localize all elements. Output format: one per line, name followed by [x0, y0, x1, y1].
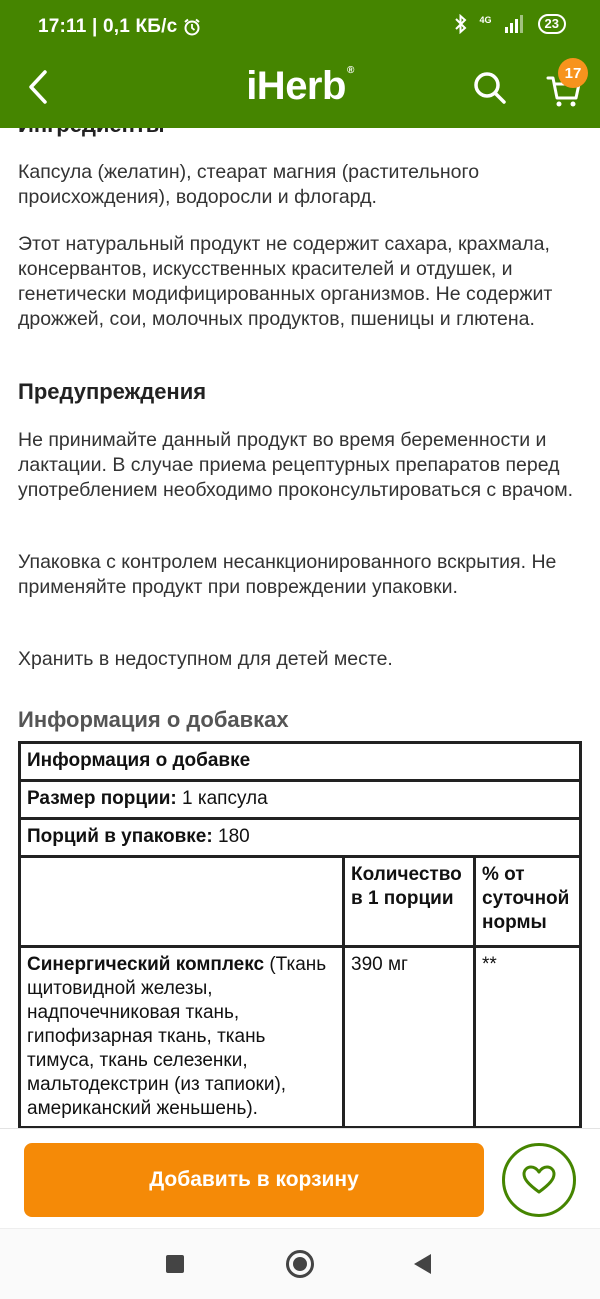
ingredient-name: Синергический комплекс	[27, 954, 265, 975]
status-time: 17:11 | 0,1 КБ/с	[38, 16, 178, 37]
warning-storage-text: Хранить в недоступном для детей месте.	[18, 648, 393, 670]
warnings-title: Предупреждения	[18, 379, 207, 404]
add-to-cart-button[interactable]: Добавить в корзину	[24, 1143, 484, 1217]
system-back-button[interactable]	[414, 1254, 431, 1274]
header-cell-amount: Количество в 1 порции	[345, 858, 476, 945]
servings-value: 180	[212, 826, 250, 847]
header-cell-daily-value: % от суточной нормы	[482, 864, 570, 933]
cart-button[interactable]	[538, 64, 590, 112]
alarm-icon	[183, 18, 201, 36]
search-button[interactable]	[466, 64, 514, 112]
status-right	[454, 14, 566, 34]
serving-size-row	[21, 782, 579, 820]
registered-mark: ®	[346, 65, 354, 76]
logo-text: iHerb	[246, 64, 346, 108]
battery-indicator: 23	[538, 14, 566, 34]
ingredient-cell	[21, 948, 345, 1126]
signal-icon	[504, 15, 526, 33]
table-header-row	[21, 858, 579, 948]
servings-per-container-row	[21, 820, 579, 858]
header-cell-empty	[21, 858, 345, 945]
natural-product-text: Этот натуральный продукт не содержит сахара, крахмала, консервантов, искусственных красителей и отдушек, и генетически модифицированных организмов. Не содержит дрожжей, сои, молочных продуктов, пшеницы и глютена.	[18, 233, 553, 330]
ingredient-amount: 390 мг	[345, 948, 476, 1126]
status-left	[38, 16, 201, 38]
servings-label: Порций в упаковке:	[27, 826, 213, 847]
recent-apps-button[interactable]	[166, 1255, 184, 1273]
search-icon	[472, 70, 508, 106]
ingredient-daily-value: **	[482, 954, 497, 975]
favorite-button[interactable]	[502, 1143, 576, 1217]
table-row	[21, 948, 579, 1128]
ingredients-text: Капсула (желатин), стеарат магния (растительного происхождения), водоросли и флогард.	[18, 161, 480, 208]
warning-pregnancy-text: Не принимайте данный продукт во время беременности и лактации. В случае приема рецептурных препаратов перед употреблением необходимо проконсультироваться с врачом.	[18, 429, 574, 501]
nav-header	[0, 54, 600, 128]
supplement-section-title: Информация о добавках	[18, 707, 289, 732]
supplement-table-title-text: Информация о добавке	[27, 750, 251, 771]
product-details[interactable]	[0, 104, 600, 1128]
ingredient-description: (Ткань щитовидной железы, надпочечниковая ткань, гипофизарная ткань, ткань тимуса, ткань селезенки, мальтодекстрин (из тапиоки), американский женьшень).	[27, 954, 327, 1119]
supplement-facts-table	[18, 741, 582, 1128]
serving-size-label: Размер порции:	[27, 788, 177, 809]
bottom-action-bar	[0, 1128, 600, 1228]
warning-packaging-text: Упаковка с контролем несанкционированного вскрытия. Не применяйте продукт при повреждении упаковки.	[18, 551, 557, 598]
status-bar	[0, 0, 600, 54]
serving-size-value: 1 капсула	[176, 788, 268, 809]
supplement-table-title	[21, 744, 579, 782]
heart-icon	[522, 1165, 556, 1195]
system-nav-bar	[0, 1228, 600, 1299]
cart-count-badge: 17	[558, 58, 588, 88]
bluetooth-icon	[454, 14, 468, 34]
home-button[interactable]	[286, 1250, 314, 1278]
app-header	[0, 0, 600, 128]
network-label: 4G	[479, 15, 492, 25]
